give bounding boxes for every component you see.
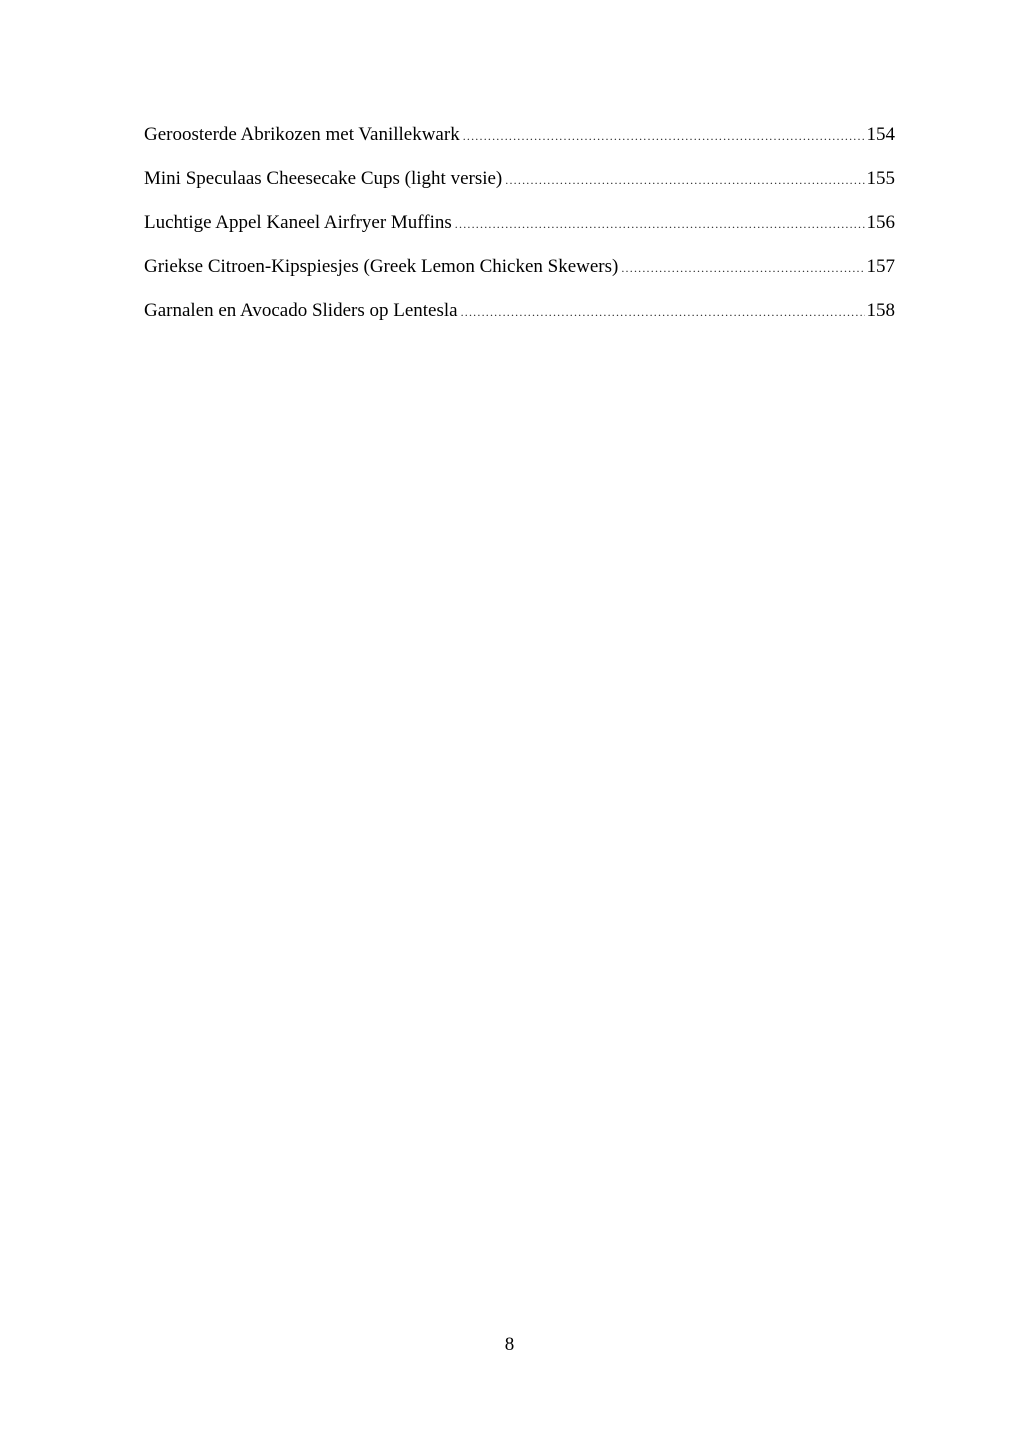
toc-entry-title[interactable]: Geroosterde Abrikozen met Vanillekwark	[144, 124, 460, 145]
toc-dot-leader	[621, 255, 864, 281]
toc-entry-title[interactable]: Mini Speculaas Cheesecake Cups (light versie)	[144, 168, 503, 189]
table-of-contents	[144, 122, 895, 342]
toc-entry-page[interactable]: 156	[866, 212, 895, 233]
toc-entry-title[interactable]: Luchtige Appel Kaneel Airfryer Muffins	[144, 212, 452, 233]
toc-entry-page[interactable]: 157	[866, 256, 895, 277]
toc-dot-leader	[461, 299, 865, 325]
toc-entry-page[interactable]: 158	[866, 300, 895, 321]
toc-dot-leader	[455, 211, 865, 237]
toc-entry[interactable]	[144, 298, 895, 342]
toc-entry-page[interactable]: 154	[866, 124, 895, 145]
toc-entry-title[interactable]: Garnalen en Avocado Sliders op Lentesla	[144, 300, 458, 321]
toc-entry-title[interactable]: Griekse Citroen-Kipspiesjes (Greek Lemon Chicken Skewers)	[144, 256, 619, 277]
toc-dot-leader	[463, 123, 865, 149]
toc-dot-leader	[505, 167, 864, 193]
toc-entry[interactable]	[144, 210, 895, 254]
toc-entry[interactable]	[144, 122, 895, 166]
page-number: 8	[504, 1334, 515, 1355]
toc-entry-page[interactable]: 155	[866, 168, 895, 189]
toc-entry[interactable]	[144, 254, 895, 298]
toc-entry[interactable]	[144, 166, 895, 210]
